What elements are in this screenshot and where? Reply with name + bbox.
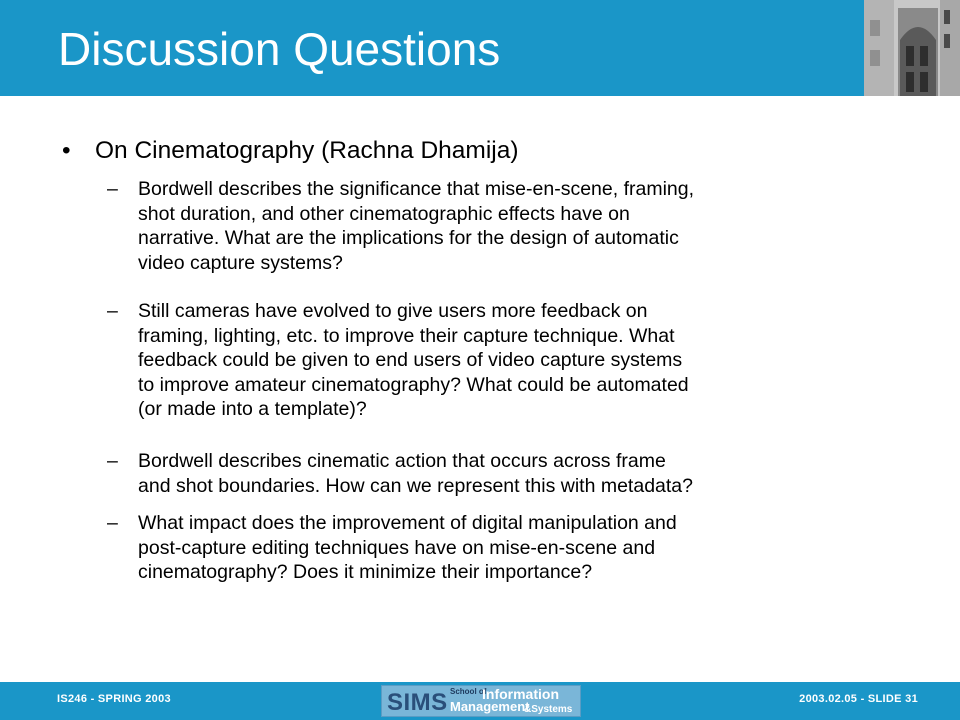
dash-marker: –	[107, 300, 118, 322]
text-line: shot duration, and other cinematographic effects have on	[138, 202, 630, 225]
sub-item-text	[138, 449, 913, 498]
sub-item-text	[138, 511, 913, 585]
text-line: post-capture editing techniques have on mise-en-scene and	[138, 536, 656, 559]
text-line: feedback could be given to end users of video capture systems	[138, 349, 683, 371]
logo-information: Information	[482, 686, 559, 702]
text-line: narrative. What are the implications for the design of automatic	[138, 227, 679, 249]
logo-systems: &Systems	[524, 704, 573, 715]
dash-marker: –	[107, 178, 118, 200]
text-line: Still cameras have evolved to give users more feedback on	[138, 300, 648, 322]
sub-item-text	[138, 177, 913, 275]
text-line: Bordwell describes cinematic action that occurs across frame	[138, 450, 666, 472]
logo-school-of: School of	[450, 687, 487, 696]
slide-number: 2003.02.05 - SLIDE 31	[799, 693, 918, 705]
course-label: IS246 - SPRING 2003	[57, 693, 171, 705]
bullet-text: On Cinematography (Rachna Dhamija)	[95, 137, 519, 164]
text-line: framing, lighting, etc. to improve their capture technique. What	[138, 324, 675, 347]
logo-sims-text: SIMS	[387, 689, 448, 716]
text-line: cinematography? Does it minimize their importance?	[138, 561, 593, 583]
building-photo	[864, 0, 960, 96]
text-line: What impact does the improvement of digital manipulation and	[138, 512, 677, 534]
dash-marker: –	[107, 512, 118, 534]
text-line: and shot boundaries. How can we represent this with metadata?	[138, 474, 693, 497]
text-line: Bordwell describes the significance that mise-en-scene, framing,	[138, 178, 695, 200]
logo-management: Management	[450, 699, 530, 714]
bullet-marker: •	[62, 137, 71, 164]
sub-item-text	[138, 299, 913, 422]
text-line: to improve amateur cinematography? What could be automated	[138, 373, 689, 396]
sims-logo	[381, 685, 581, 717]
dash-marker: –	[107, 450, 118, 472]
text-line: (or made into a template)?	[138, 398, 367, 420]
text-line: video capture systems?	[138, 251, 343, 274]
slide-title: Discussion Questions	[58, 23, 501, 75]
